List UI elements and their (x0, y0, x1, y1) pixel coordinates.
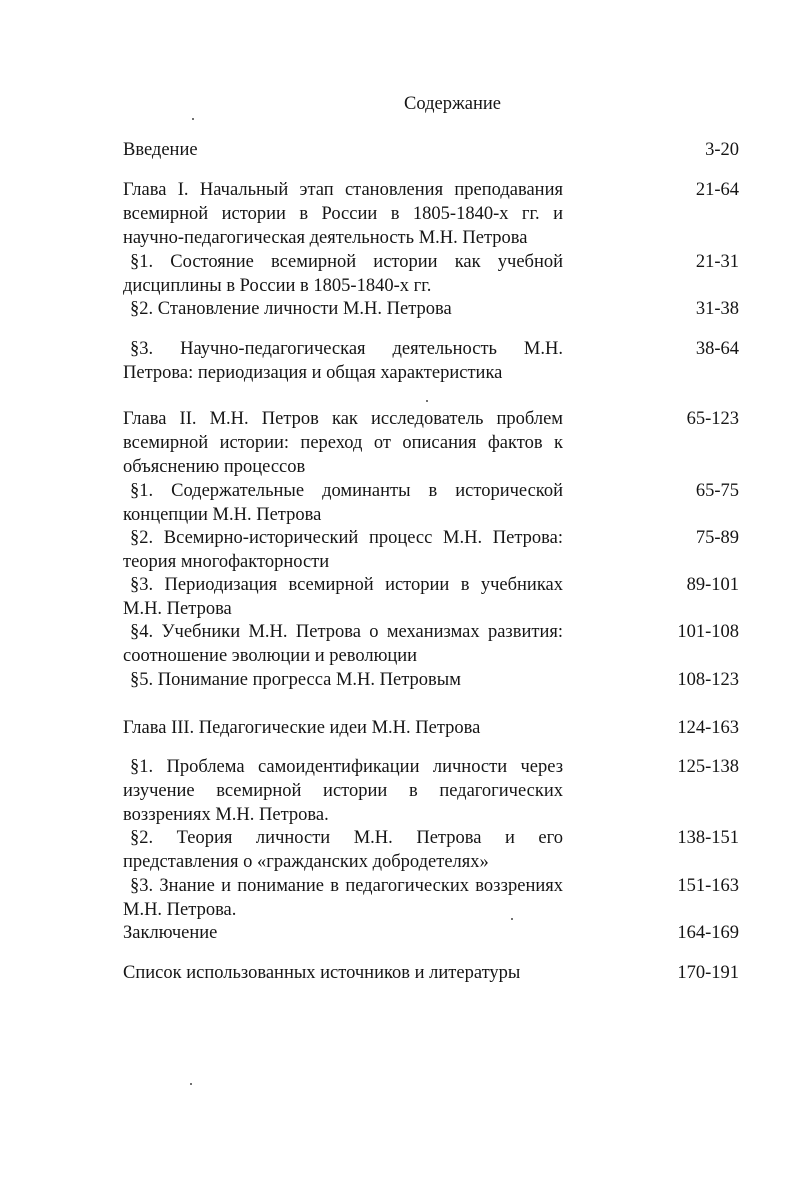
toc-entry-text: Глава I. Начальный этап становления преподавания всемирной истории в России в 1805-1840-х гг. и научно-педагогическая деятельность М.Н. Петрова (123, 180, 563, 248)
toc-entry-pages: 125-138 (677, 757, 739, 777)
scan-speck (511, 918, 513, 920)
toc-entry-pages: 3-20 (705, 140, 739, 160)
toc-entry-text: §3. Периодизация всемирной истории в учебниках М.Н. Петрова (123, 575, 563, 619)
toc-entry-pages: 164-169 (677, 923, 739, 943)
toc-entry-text: §2. Становление личности М.Н. Петрова (130, 299, 452, 319)
toc-entry-pages: 38-64 (695, 339, 739, 359)
toc-entry-pages: 124-163 (677, 718, 739, 738)
toc-entry-pages: 21-31 (695, 252, 739, 272)
page-title: Содержание (404, 94, 501, 114)
toc-entry-pages: 151-163 (677, 876, 739, 896)
toc-entry-text: §5. Понимание прогресса М.Н. Петровым (130, 670, 461, 690)
scan-speck (426, 400, 428, 402)
toc-entry-pages: 75-89 (695, 528, 739, 548)
toc-entry-text: Введение (123, 140, 198, 160)
toc-entry-pages: 108-123 (677, 670, 739, 690)
toc-entry-text: Глава II. М.Н. Петров как исследователь проблем всемирной истории: переход от описания фактов к объяснению процессов (123, 409, 563, 477)
toc-entry-pages: 138-151 (677, 828, 739, 848)
toc-entry-text: §3. Знание и понимание в педагогических воззрениях М.Н. Петрова. (123, 876, 563, 920)
toc-entry-text: Список использованных источников и литературы (123, 963, 521, 983)
toc-entry-text: Глава III. Педагогические идеи М.Н. Петрова (123, 718, 481, 738)
toc-entry-text: §1. Содержательные доминанты в исторической концепции М.Н. Петрова (123, 481, 563, 525)
toc-entry-text: §1. Проблема самоидентификации личности через изучение всемирной истории в педагогических воззрениях М.Н. Петрова. (123, 757, 563, 825)
toc-entry-pages: 65-123 (686, 409, 739, 429)
toc-entry-pages: 31-38 (695, 299, 739, 319)
toc-entry-pages: 65-75 (695, 481, 739, 501)
scan-speck (190, 1083, 192, 1085)
toc-entry-text: §2. Всемирно-исторический процесс М.Н. Петрова: теория многофакторности (123, 528, 563, 572)
toc-entry-pages: 170-191 (677, 963, 739, 983)
toc-entry-pages: 89-101 (686, 575, 739, 595)
toc-entry-text: §4. Учебники М.Н. Петрова о механизмах развития: соотношение эволюции и революции (123, 622, 563, 666)
toc-entry-pages: 21-64 (695, 180, 739, 200)
scan-speck (192, 118, 194, 120)
toc-entry-text: Заключение (123, 923, 218, 943)
toc-entry-text: §2. Теория личности М.Н. Петрова и его представления о «гражданских добродетелях» (123, 828, 563, 872)
toc-entry-text: §3. Научно-педагогическая деятельность М.Н. Петрова: периодизация и общая характеристика (123, 339, 563, 383)
toc-entry-text: §1. Состояние всемирной истории как учебной дисциплины в России в 1805-1840-х гг. (123, 252, 563, 296)
toc-entry-pages: 101-108 (677, 622, 739, 642)
